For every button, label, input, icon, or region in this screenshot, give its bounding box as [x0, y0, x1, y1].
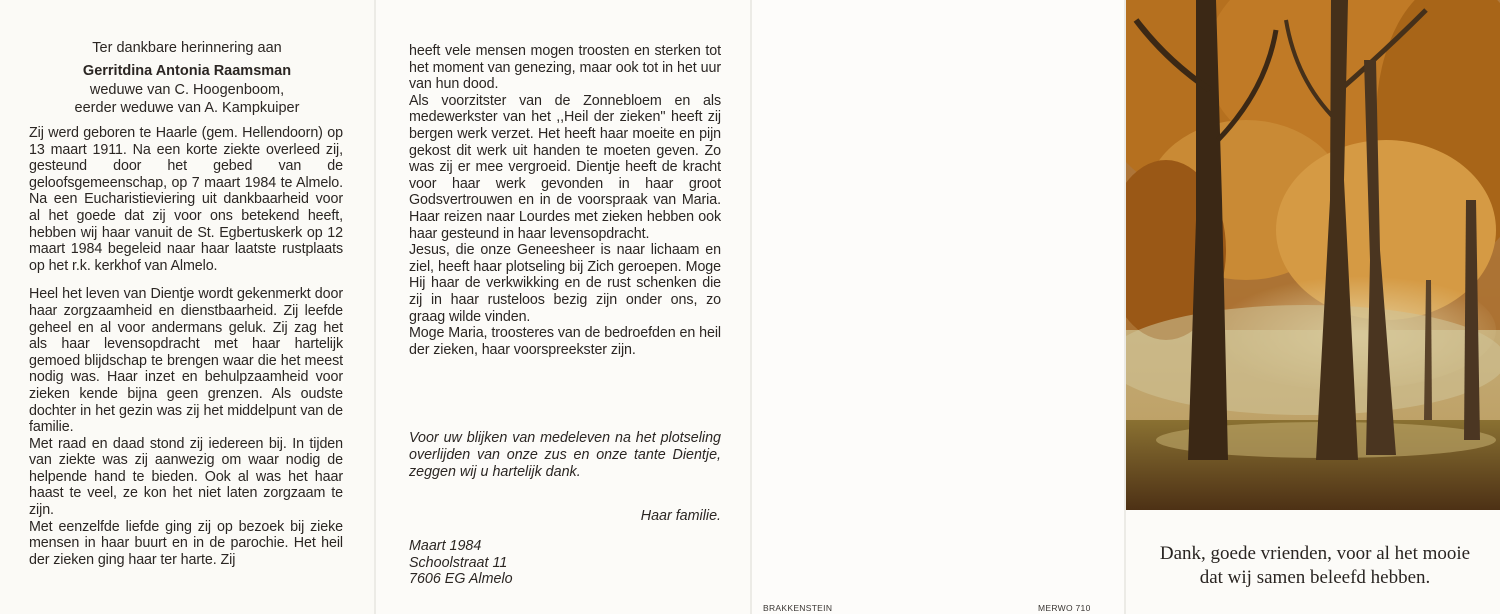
- address-city: 7606 EG Almelo: [409, 571, 513, 587]
- address-block: [409, 538, 513, 588]
- card-page-3-blank: [752, 0, 1124, 614]
- printer-name: BRAKKENSTEIN: [763, 603, 833, 613]
- widow-line-2: eerder weduwe van A. Kampkuiper: [74, 100, 300, 116]
- thanks-text: Voor uw blijken van medeleven na het plotseling overlijden van onze zus en onze tante Dientje, zeggen wij u hartelijk dank.: [409, 430, 721, 480]
- quote-line-1: Dank, goede vrienden, voor al het mooie: [1159, 543, 1471, 564]
- quote-line-2: dat wij samen beleefd hebben.: [1199, 567, 1431, 588]
- paragraph: heeft vele mensen mogen troosten en sterken tot het moment van genezing, maar ook tot in het uur van hun dood.: [409, 43, 721, 93]
- print-code: MERWO 710: [1038, 603, 1091, 613]
- family-signature: Haar familie.: [640, 508, 721, 524]
- address-date: Maart 1984: [409, 538, 482, 554]
- paragraph: Met raad en daad stond zij iedereen bij. In tijden van ziekte was zij aanwezig om waar nodig de helpende hand te bieden. Ook al was het haar haast te veel, ze kon het niet laten zorgzaam te zijn.: [29, 435, 343, 519]
- autumn-forest-photo: [1126, 0, 1500, 510]
- paragraph: Heel het leven van Dientje wordt gekenmerkt door haar zorgzaamheid en dienstbaarheid. Zij leefde geheel en al voor andermans geluk. Zij zag het als haar levensopdracht met haar hartelijk gemoed blijdschap te brengen waar die het meest nodig was. Haar inzet en behulpzaamheid voor zieken kende bijna geen grenzen. Als oudste dochter in het gezin was zij het middelpunt van de familie.: [29, 286, 343, 436]
- paragraph: Als voorzitster van de Zonnebloem en als medewerkster van het ,,Heil der zieken'' heeft zij bergen werk verzet. Het heeft haar moeite en pijn gekost dit werk uit handen te moeten geven. Zo was zij er mee vergroeid. Dientje heeft de kracht voor haar werk gevonden in haar groot Godsvertrouwen en in de voorspraak van Maria. Haar reizen naar Lourdes met zieken hebben ook haar gesteund in haar levensopdracht.: [409, 92, 721, 242]
- widow-line-1: weduwe van C. Hoogenboom,: [89, 82, 285, 98]
- paragraph: Zij werd geboren te Haarle (gem. Hellendoorn) op 13 maart 1911. Na een korte ziekte overleed zij, gesteund door het gebed van de geloofsgemeenschap, op 7 maart 1984 te Almelo. Na een Eucharistieviering uit dankbaarheid voor al het goede dat zij voor ons betekend heeft, hebben wij haar vanuit de St. Egbertuskerk op 12 maart 1984 begeleid naar haar laatste rustplaats op het r.k. kerkhof van Almelo.: [29, 125, 343, 274]
- card-page-4: [1126, 0, 1500, 614]
- memorial-heading: Ter dankbare herinnering aan: [92, 40, 282, 56]
- biography-text: [29, 125, 343, 568]
- paragraph: Jesus, die onze Geneesheer is naar lichaam en ziel, heeft haar plotseling bij Zich geroepen. Moge Hij haar de verkwikking en de rust schenken die zij in haar rusteloos bezig zijn onder ons, zo graag wilde vinden.: [409, 242, 721, 325]
- card-page-1: [0, 0, 374, 614]
- quote-text: [1130, 542, 1500, 590]
- paragraph: Moge Maria, troosteres van de bedroefden en heil der zieken, haar voorspreekster zijn.: [409, 325, 721, 358]
- card-page-2: [376, 0, 750, 614]
- address-street: Schoolstraat 11: [409, 554, 508, 571]
- deceased-name: Gerritdina Antonia Raamsman: [82, 63, 292, 79]
- biography-continued: [409, 43, 721, 358]
- paragraph: Met eenzelfde liefde ging zij op bezoek bij zieke mensen in haar buurt en in de parochie. Het heil der zieken ging haar ter harte. Zij: [29, 518, 343, 568]
